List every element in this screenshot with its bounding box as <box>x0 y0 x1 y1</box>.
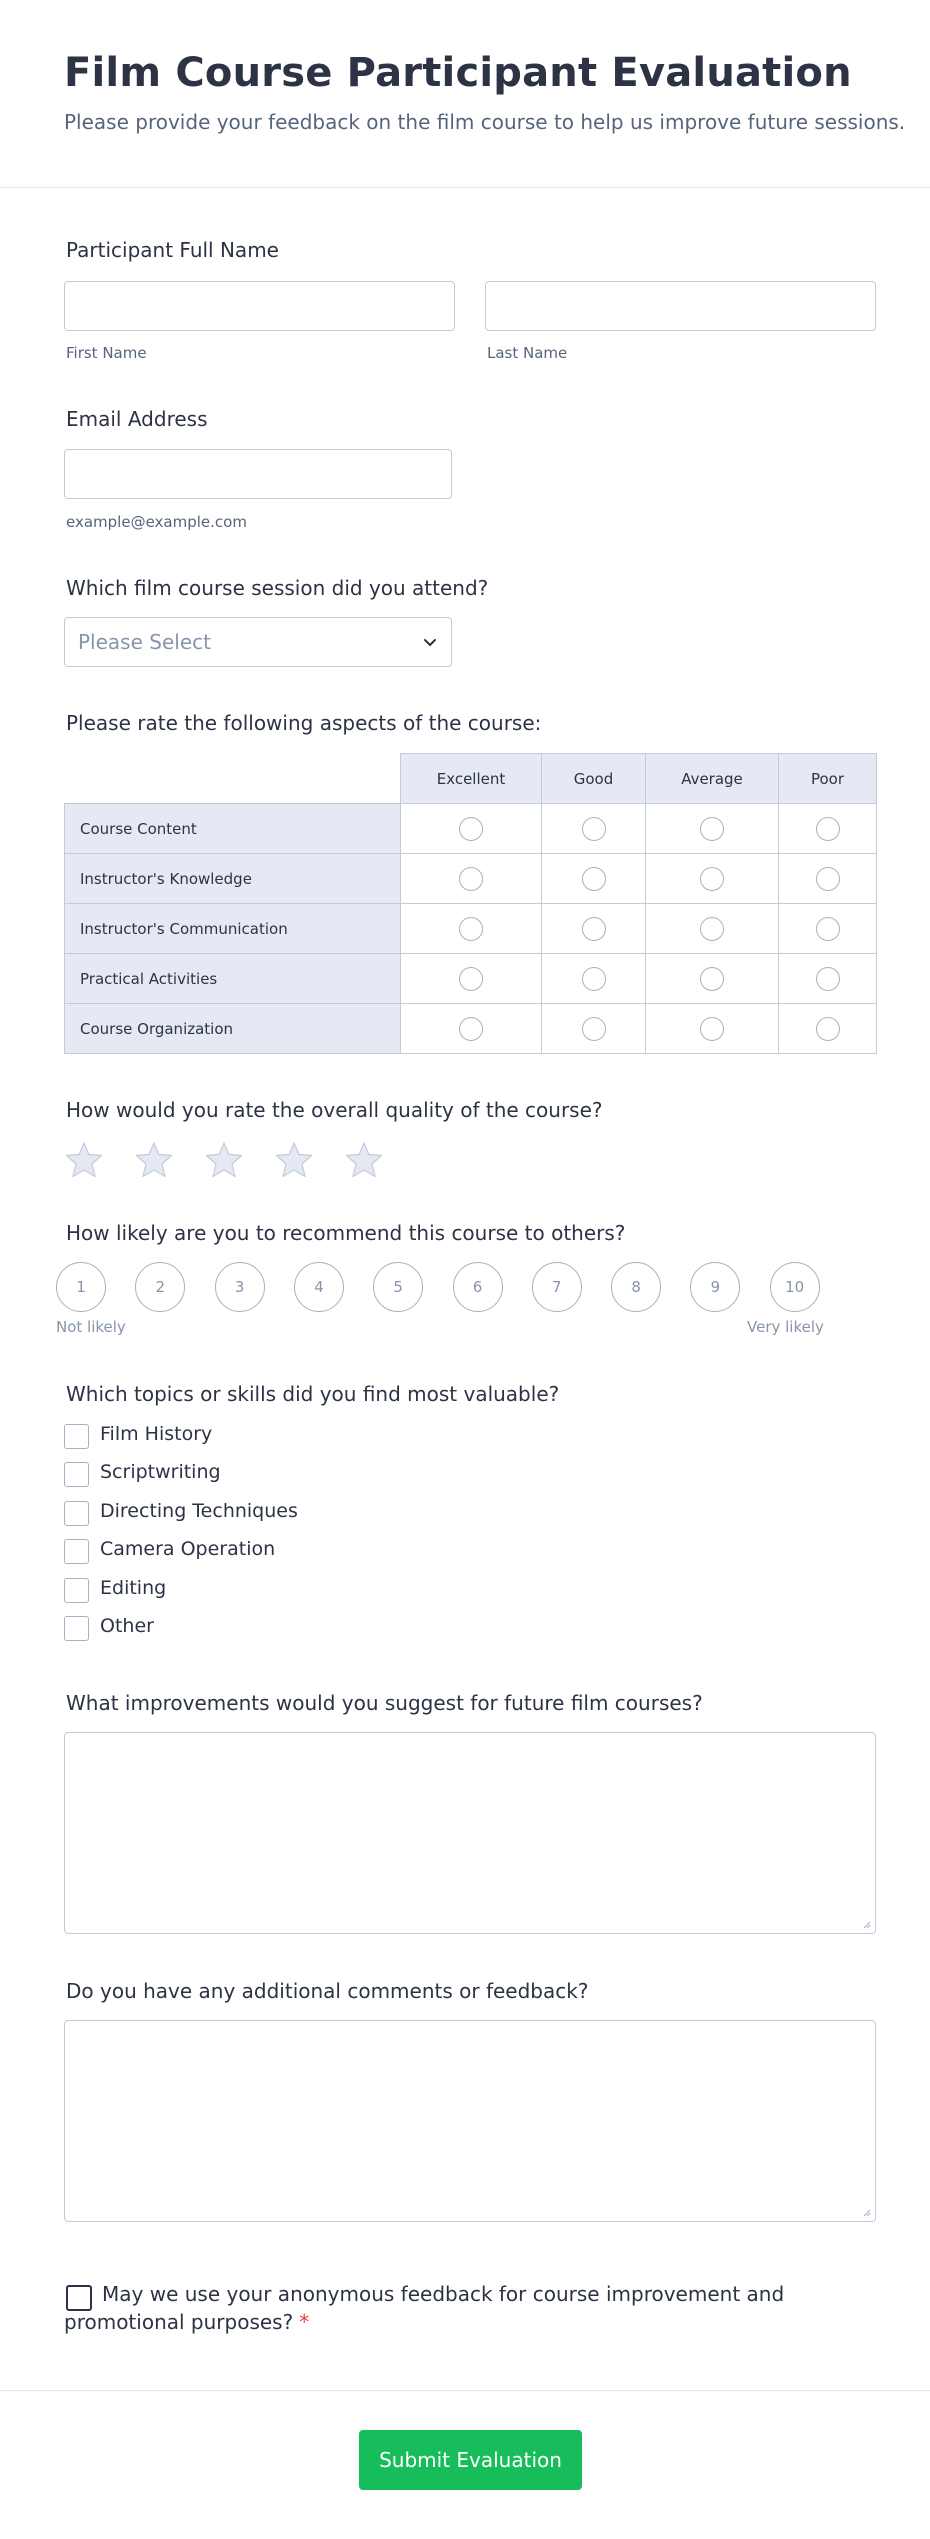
full-name-label: Participant Full Name <box>66 238 279 262</box>
session-label: Which film course session did you attend? <box>66 576 489 600</box>
matrix-cell <box>778 1003 877 1054</box>
consent-label <box>64 2280 804 2336</box>
matrix-radio[interactable] <box>816 917 840 941</box>
first-name-input[interactable] <box>64 281 455 331</box>
comments-label: Do you have any additional comments or feedback? <box>66 1979 589 2003</box>
topic-checkbox[interactable] <box>64 1539 89 1564</box>
chevron-down-icon <box>421 633 439 651</box>
matrix-cell <box>541 953 646 1004</box>
topic-label: Directing Techniques <box>100 1499 298 1522</box>
topic-label: Film History <box>100 1423 213 1445</box>
topic-label: Editing <box>100 1576 167 1599</box>
matrix-cell <box>541 853 646 904</box>
matrix-row-label: Instructor's Communication <box>64 903 401 954</box>
matrix-row-label: Instructor's Knowledge <box>64 853 401 904</box>
star-icon[interactable] <box>134 1140 174 1180</box>
scale-option[interactable]: 6 <box>453 1262 503 1312</box>
required-mark: * <box>299 2310 310 2334</box>
recommend-label: How likely are you to recommend this course to others? <box>66 1221 626 1245</box>
matrix-cell <box>645 903 779 954</box>
matrix-radio[interactable] <box>459 967 483 991</box>
star-icon[interactable] <box>344 1140 384 1180</box>
matrix-cell <box>645 803 779 854</box>
topic-checkbox[interactable] <box>64 1462 89 1487</box>
consent-text: May we use your anonymous feedback for course improvement and promotional purposes? <box>64 2282 785 2334</box>
scale-option[interactable]: 2 <box>135 1262 185 1312</box>
matrix-radio[interactable] <box>459 817 483 841</box>
matrix-radio[interactable] <box>700 867 724 891</box>
matrix-cell <box>541 903 646 954</box>
scale-option[interactable]: 4 <box>294 1262 344 1312</box>
matrix-radio[interactable] <box>700 1017 724 1041</box>
matrix-column-header: Poor <box>778 753 877 804</box>
matrix-cell <box>400 853 542 904</box>
scale-option[interactable]: 1 <box>56 1262 106 1312</box>
matrix-cell <box>541 803 646 854</box>
scale-option[interactable]: 10 <box>770 1262 820 1312</box>
matrix-radio[interactable] <box>582 917 606 941</box>
topic-label: Camera Operation <box>100 1538 276 1561</box>
topic-checkbox[interactable] <box>64 1424 89 1449</box>
matrix-radio[interactable] <box>816 817 840 841</box>
matrix-radio[interactable] <box>700 967 724 991</box>
matrix-row-label: Course Content <box>64 803 401 854</box>
session-select[interactable] <box>64 617 452 667</box>
matrix-cell <box>400 803 542 854</box>
email-sublabel: example@example.com <box>66 513 247 531</box>
star-icon[interactable] <box>274 1140 314 1180</box>
matrix-cell <box>778 853 877 904</box>
form-header <box>0 0 930 188</box>
submit-button[interactable]: Submit Evaluation <box>359 2430 582 2490</box>
matrix-cell <box>778 953 877 1004</box>
matrix-cell <box>778 803 877 854</box>
topic-label: Other <box>100 1615 154 1637</box>
last-name-input[interactable] <box>485 281 876 331</box>
scale-option[interactable]: 8 <box>611 1262 661 1312</box>
matrix-row-label: Practical Activities <box>64 953 401 1004</box>
scale-low-label: Not likely <box>56 1318 126 1336</box>
star-icon[interactable] <box>204 1140 244 1180</box>
form-title: Film Course Participant Evaluation <box>64 50 852 96</box>
matrix-radio[interactable] <box>459 1017 483 1041</box>
last-name-sublabel: Last Name <box>487 344 568 362</box>
email-label: Email Address <box>66 407 208 431</box>
topic-label: Scriptwriting <box>100 1461 221 1484</box>
matrix-radio[interactable] <box>582 1017 606 1041</box>
topic-checkbox[interactable] <box>64 1501 89 1526</box>
resize-grip-icon[interactable] <box>861 2207 871 2217</box>
scale-option[interactable]: 7 <box>532 1262 582 1312</box>
matrix-radio[interactable] <box>459 867 483 891</box>
matrix-radio[interactable] <box>459 917 483 941</box>
matrix-column-header: Average <box>645 753 779 804</box>
matrix-column-header: Excellent <box>400 753 542 804</box>
rating-matrix <box>64 753 876 1053</box>
topic-checkbox[interactable] <box>64 1578 89 1603</box>
scale-option[interactable]: 3 <box>215 1262 265 1312</box>
matrix-cell <box>400 953 542 1004</box>
quality-label: How would you rate the overall quality of the course? <box>66 1098 603 1122</box>
topics-label: Which topics or skills did you find most valuable? <box>66 1382 560 1406</box>
matrix-cell <box>778 903 877 954</box>
matrix-radio[interactable] <box>582 967 606 991</box>
matrix-column-header: Good <box>541 753 646 804</box>
scale-high-label: Very likely <box>747 1318 824 1336</box>
matrix-cell <box>400 903 542 954</box>
matrix-radio[interactable] <box>816 1017 840 1041</box>
matrix-radio[interactable] <box>816 967 840 991</box>
matrix-radio[interactable] <box>582 817 606 841</box>
improvements-textarea[interactable] <box>64 1732 876 1934</box>
email-input[interactable] <box>64 449 452 499</box>
matrix-radio[interactable] <box>582 867 606 891</box>
improvements-label: What improvements would you suggest for future film courses? <box>66 1691 703 1715</box>
star-icon[interactable] <box>64 1140 104 1180</box>
matrix-radio[interactable] <box>816 867 840 891</box>
matrix-cell <box>400 1003 542 1054</box>
matrix-cell <box>541 1003 646 1054</box>
scale-option[interactable]: 5 <box>373 1262 423 1312</box>
first-name-sublabel: First Name <box>66 344 147 362</box>
matrix-cell <box>645 1003 779 1054</box>
matrix-cell <box>645 853 779 904</box>
matrix-row-label: Course Organization <box>64 1003 401 1054</box>
matrix-label: Please rate the following aspects of the course: <box>66 711 542 735</box>
form-subtitle: Please provide your feedback on the film course to help us improve future sessions. <box>64 110 906 134</box>
matrix-cell <box>645 953 779 1004</box>
scale-option[interactable]: 9 <box>690 1262 740 1312</box>
resize-grip-icon[interactable] <box>861 1919 871 1929</box>
matrix-radio[interactable] <box>700 917 724 941</box>
matrix-radio[interactable] <box>700 817 724 841</box>
comments-textarea[interactable] <box>64 2020 876 2222</box>
topic-checkbox[interactable] <box>64 1616 89 1641</box>
session-select-placeholder: Please Select <box>78 630 211 654</box>
